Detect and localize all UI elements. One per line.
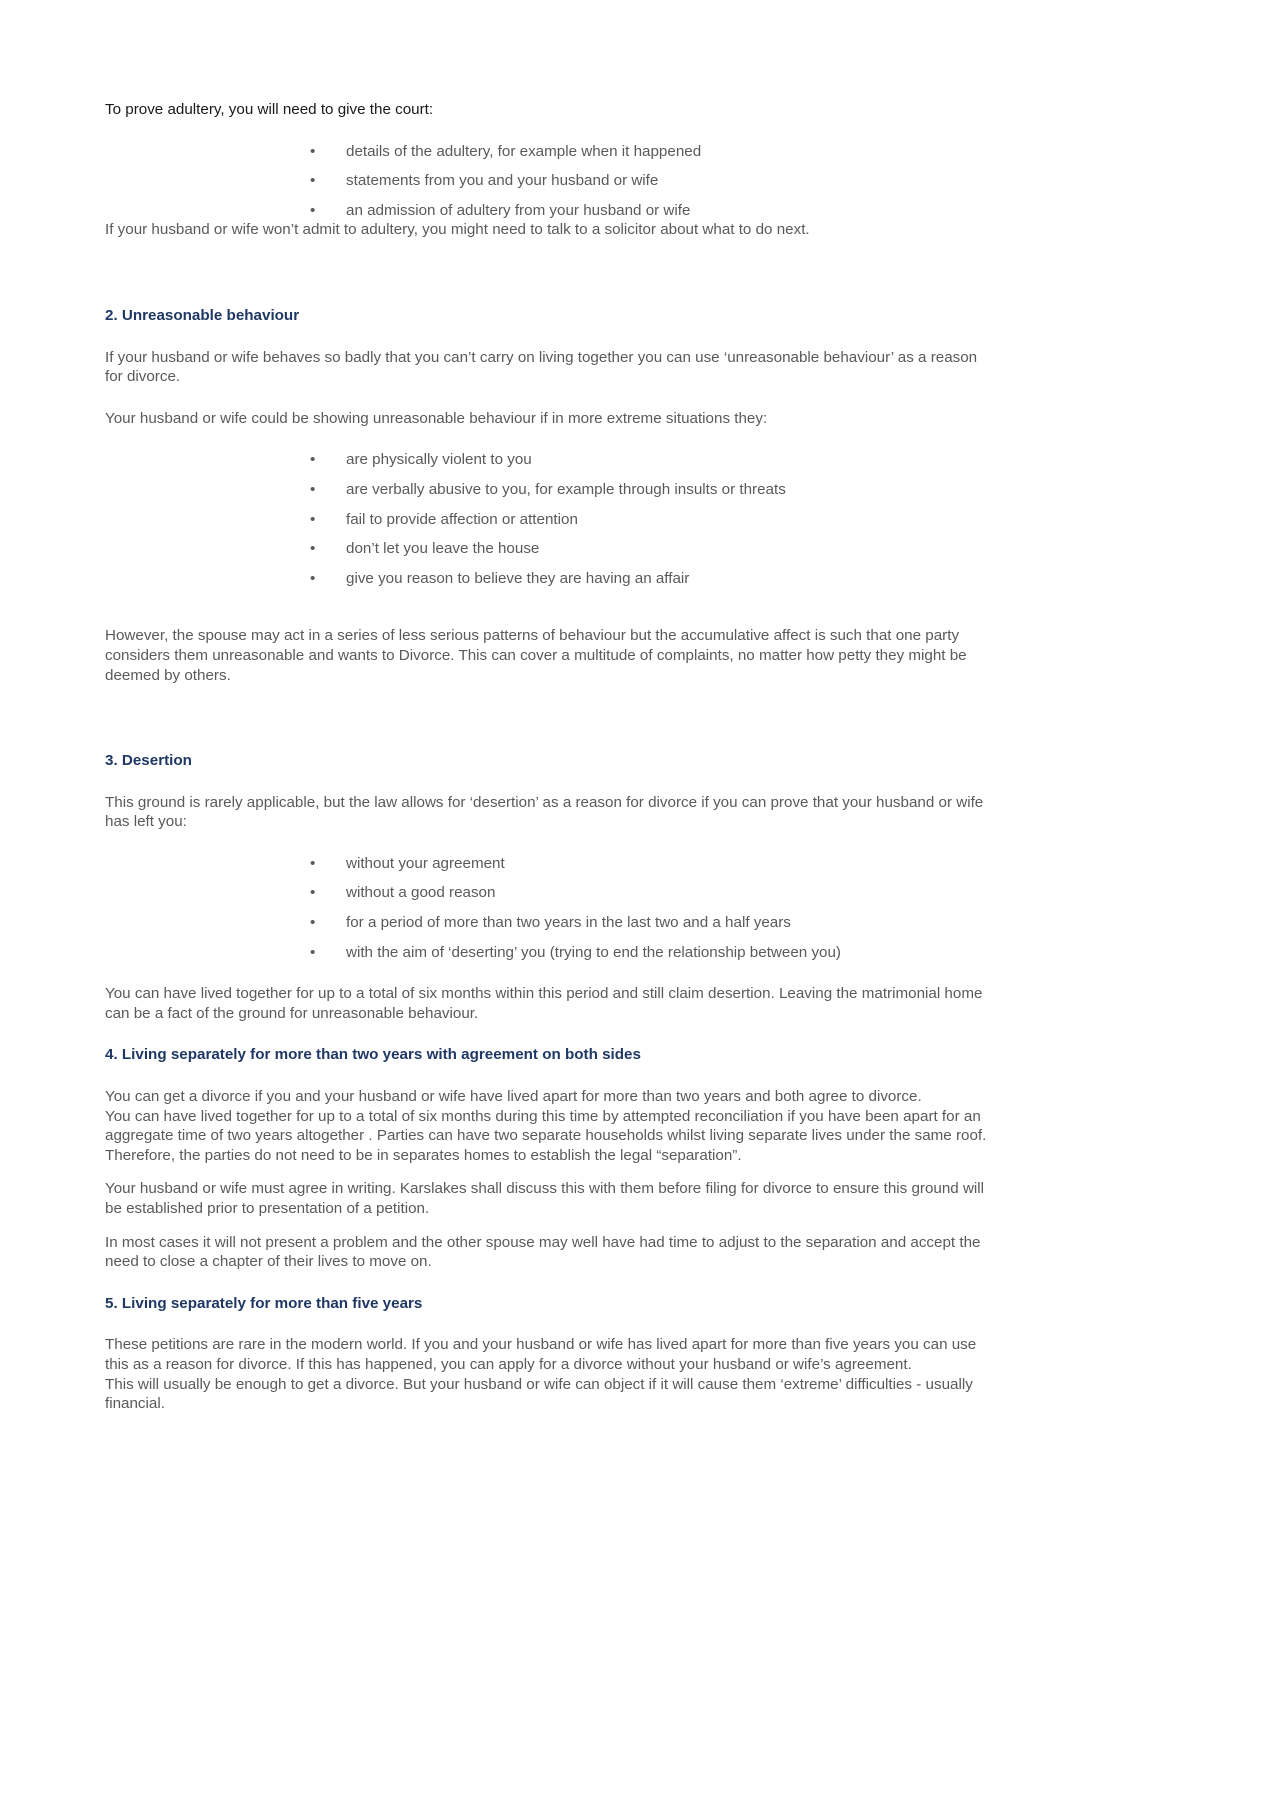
spacer	[105, 1272, 995, 1294]
section3-bullet-block	[310, 854, 995, 962]
section4-paragraph-1: You can get a divorce if you and your husband or wife have lived apart for more than two years and both agree to divorce.	[105, 1088, 922, 1106]
section-heading-five-years: 5. Living separately for more than five years	[105, 1294, 423, 1312]
spacer	[105, 326, 995, 348]
section-heading-two-years-agreement: 4. Living separately for more than two years with agreement on both sides	[105, 1046, 641, 1064]
list-item	[310, 569, 995, 589]
list-item-label: an admission of adultery from your husband or wife	[346, 201, 691, 219]
bullet-icon: •	[310, 451, 316, 469]
section5-paragraph-1: These petitions are rare in the modern world. If you and your husband or wife has lived apart for more than five years you can use this as a reason for divorce. If this has happened, you can apply for a divorce without your husband or wife’s agreement.	[105, 1336, 977, 1373]
section5-paragraph-2: This will usually be enough to get a divorce. But your husband or wife can object if it will cause them ‘extreme’ difficulties - usually financial.	[105, 1375, 973, 1413]
bullet-icon: •	[310, 884, 316, 902]
intro-after-paragraph: If your husband or wife won’t admit to adultery, you might need to talk to a solicitor about what to do next.	[105, 221, 810, 239]
section-heading-unreasonable-behaviour: 2. Unreasonable behaviour	[105, 306, 300, 324]
list-item-label: without a good reason	[346, 884, 496, 902]
list-item-label: for a period of more than two years in the last two and a half years	[346, 914, 791, 932]
list-item	[310, 480, 995, 500]
list-item	[310, 201, 995, 221]
list-item-label: are physically violent to you	[346, 451, 532, 469]
list-item-label: give you reason to believe they are having an affair	[346, 569, 690, 587]
spacer	[105, 1165, 995, 1179]
bullet-icon: •	[310, 943, 316, 961]
spacer	[105, 962, 995, 984]
spacer	[105, 120, 995, 142]
section4-paragraph-4: In most cases it will not present a problem and the other spouse may well have had time to adjust to the separation and accept the need to close a chapter of their lives to move on.	[105, 1233, 981, 1271]
bullet-icon: •	[310, 540, 316, 558]
list-item-label: are verbally abusive to you, for example through insults or threats	[346, 480, 786, 498]
list-item-label: don’t let you leave the house	[346, 540, 540, 558]
list-item	[310, 450, 995, 470]
section2-bullet-list	[310, 450, 995, 588]
bullet-icon: •	[310, 201, 316, 219]
section2-paragraph-2: Your husband or wife could be showing unreasonable behaviour if in more extreme situations they:	[105, 409, 768, 427]
list-item	[310, 854, 995, 874]
spacer	[105, 1023, 995, 1045]
bullet-icon: •	[310, 480, 316, 498]
list-item-label: fail to provide affection or attention	[346, 510, 578, 528]
section2-paragraph-1: If your husband or wife behaves so badly that you can’t carry on living together you can use ‘unreasonable behaviour’ as a reason for divorce.	[105, 348, 978, 386]
bullet-icon: •	[310, 569, 316, 587]
spacer	[105, 1219, 995, 1233]
section4-paragraph-2: You can have lived together for up to a total of six months during this time by attempted reconciliation if you have been apart for an aggregate time of two years altogether . Parties can have two separate households whilst living separate lives under the same roof. Therefore, the parties do not need to be in separates homes to establish the legal “separation”.	[105, 1107, 987, 1164]
bullet-icon: •	[310, 172, 316, 190]
bullet-icon: •	[310, 142, 316, 160]
spacer	[105, 685, 995, 751]
list-item-label: with the aim of ‘deserting’ you (trying to end the relationship between you)	[346, 943, 841, 961]
list-item	[310, 883, 995, 903]
spacer	[105, 240, 995, 306]
section3-paragraph-2: You can have lived together for up to a total of six months within this period and still claim desertion. Leaving the matrimonial home can be a fact of the ground for unreasonable behaviour.	[105, 985, 983, 1022]
bullet-icon: •	[310, 854, 316, 872]
intro-lead-paragraph: To prove adultery, you will need to give the court:	[105, 101, 434, 118]
spacer	[105, 832, 995, 854]
section3-bullet-list	[310, 854, 995, 962]
section2-paragraph-3: However, the spouse may act in a series of less serious patterns of behaviour but the accumulative affect is such that one party considers them unreasonable and wants to Divorce. This can cover a multitude of complaints, no matter how petty they might be deemed by others.	[105, 627, 967, 684]
list-item	[310, 943, 995, 963]
section3-paragraph-1: This ground is rarely applicable, but the law allows for ‘desertion’ as a reason for divorce if you can prove that your husband or wife has left you:	[105, 793, 984, 831]
spacer	[105, 1065, 995, 1087]
list-item	[310, 142, 995, 162]
bullet-icon: •	[310, 914, 316, 932]
document-content	[105, 100, 995, 1414]
spacer	[105, 387, 995, 409]
spacer	[105, 588, 995, 626]
list-item	[310, 510, 995, 530]
intro-bullet-block	[310, 142, 995, 221]
spacer	[105, 1313, 995, 1335]
spacer	[105, 428, 995, 450]
list-item	[310, 913, 995, 933]
section-heading-desertion: 3. Desertion	[105, 752, 192, 770]
list-item	[310, 539, 995, 559]
spacer	[105, 771, 995, 793]
list-item-label: details of the adultery, for example when it happened	[346, 142, 702, 160]
list-item-label: without your agreement	[346, 854, 505, 872]
list-item-label: statements from you and your husband or wife	[346, 172, 659, 190]
intro-bullet-list	[310, 142, 995, 221]
list-item	[310, 171, 995, 191]
section4-paragraph-3: Your husband or wife must agree in writing. Karslakes shall discuss this with them before filing for divorce to ensure this ground will be established prior to presentation of a petition.	[105, 1180, 985, 1217]
bullet-icon: •	[310, 510, 316, 528]
section2-bullet-block	[310, 450, 995, 588]
